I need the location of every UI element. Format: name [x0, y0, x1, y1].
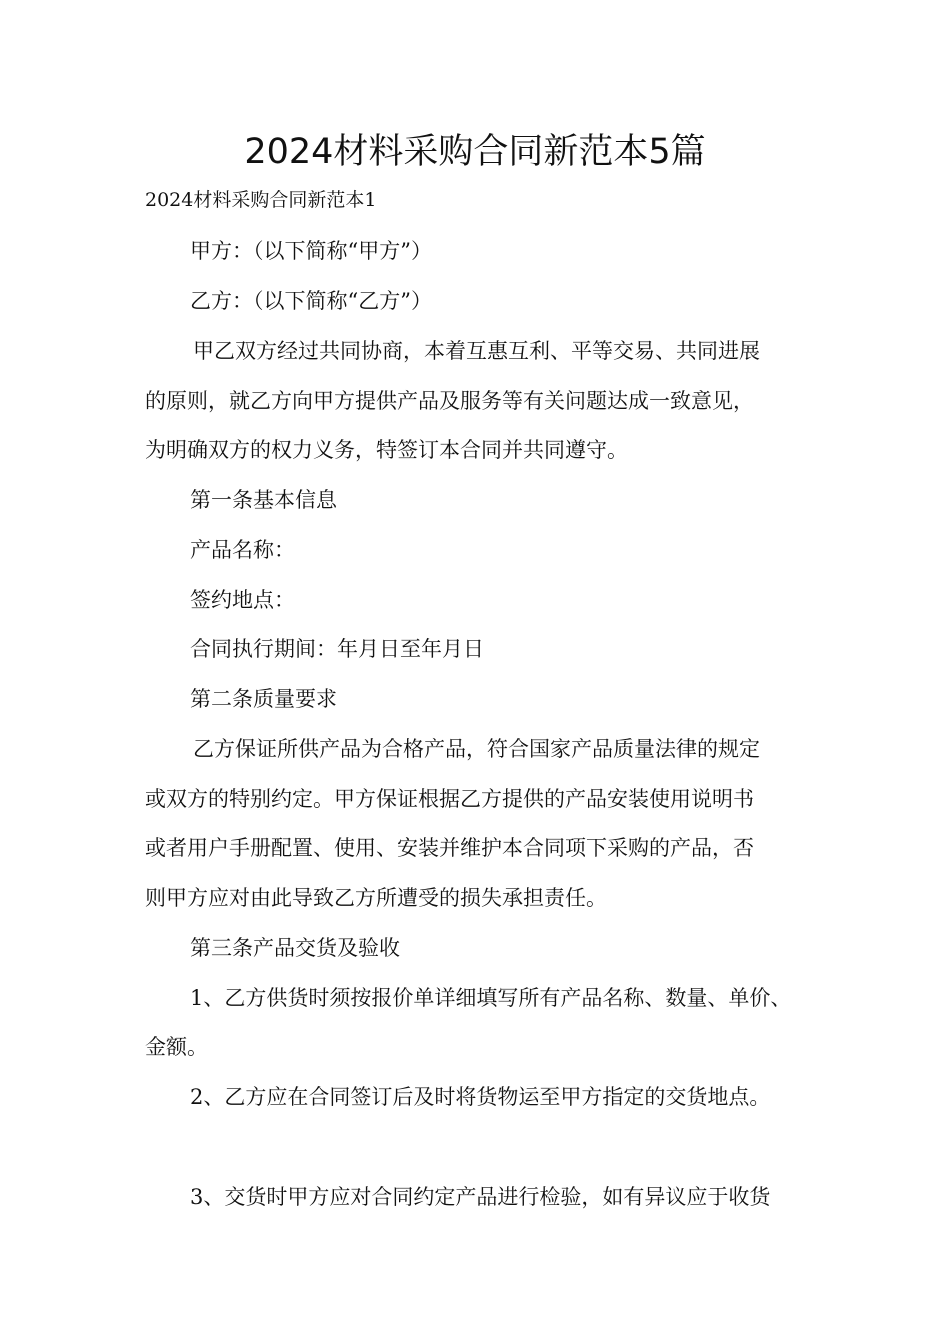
intro-line-1: 甲乙双方经过共同协商，本着互惠互利、平等交易、共同进展: [193, 339, 760, 363]
item-1-line-2: 金额。: [145, 1035, 208, 1059]
quality-line-4: 则甲方应对由此导致乙方所遭受的损失承担责任。: [145, 886, 607, 910]
item-1-line-1: 1、乙方供货时须按报价单详细填写所有产品名称、数量、单价、: [190, 986, 792, 1010]
intro-line-3: 为明确双方的权力义务，特签订本合同并共同遵守。: [145, 438, 628, 462]
party-b-line: 乙方：（以下简称“乙方”）: [190, 289, 432, 313]
quality-line-3: 或者用户手册配置、使用、安装并维护本合同项下采购的产品，否: [145, 836, 754, 860]
product-name-line: 产品名称：: [190, 538, 295, 562]
document-subtitle: 2024材料采购合同新范本1: [145, 189, 377, 211]
sign-place-line: 签约地点：: [190, 588, 295, 612]
intro-line-2: 的原则，就乙方向甲方提供产品及服务等有关问题达成一致意见，: [145, 389, 754, 413]
article-2-heading: 第二条质量要求: [190, 687, 337, 711]
contract-period-line: 合同执行期间：年月日至年月日: [190, 637, 484, 661]
item-2-line: 2、乙方应在合同签订后及时将货物运至甲方指定的交货地点。: [190, 1085, 771, 1109]
article-1-heading: 第一条基本信息: [190, 488, 337, 512]
article-3-heading: 第三条产品交货及验收: [190, 936, 400, 960]
quality-line-2: 或双方的特别约定。甲方保证根据乙方提供的产品安装使用说明书: [145, 787, 754, 811]
document-title: 2024材料采购合同新范本5篇: [244, 132, 706, 172]
party-a-line: 甲方：（以下简称“甲方”）: [190, 239, 432, 263]
quality-line-1: 乙方保证所供产品为合格产品，符合国家产品质量法律的规定: [193, 737, 760, 761]
item-3-line: 3、交货时甲方应对合同约定产品进行检验，如有异议应于收货: [190, 1185, 771, 1209]
